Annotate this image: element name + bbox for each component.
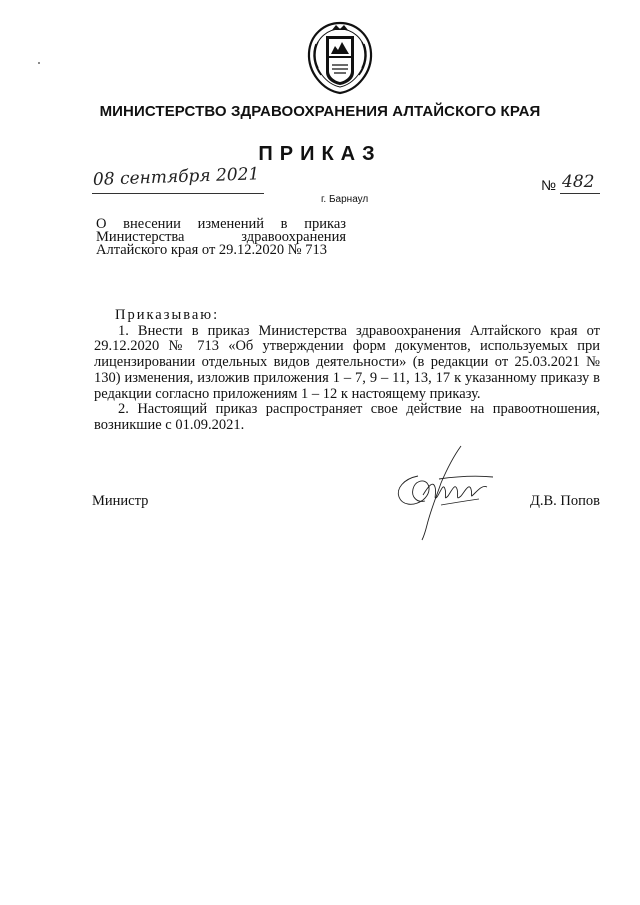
subject-line-1: О внесении изменений в приказ	[96, 216, 346, 232]
order-body	[94, 308, 600, 434]
coat-of-arms-emblem	[302, 20, 378, 96]
order-item-2: 2. Настоящий приказ распространяет свое действие на правоотношения, возникшие с 01.09.2021.	[94, 401, 600, 433]
city-label: г. Барнаул	[321, 194, 369, 205]
subject-line-2: Министерства здравоохранения	[96, 229, 346, 245]
scan-speck	[38, 62, 40, 64]
subject-block	[96, 218, 346, 257]
handwritten-number: 482	[562, 172, 595, 192]
number-underline	[560, 193, 600, 194]
subject-line-3: Алтайского края от 29.12.2020 № 713	[96, 242, 328, 258]
ministry-name: МИНИСТЕРСТВО ЗДРАВООХРАНЕНИЯ АЛТАЙСКОГО КРАЯ	[99, 103, 541, 120]
handwritten-date: 08 сентября 2021	[92, 164, 260, 190]
document-type-title: ПРИКАЗ	[258, 143, 382, 165]
orders-word: Приказываю:	[115, 307, 220, 323]
order-item-1: 1. Внести в приказ Министерства здравоохранения Алтайского края от 29.12.2020 № 713 «Об утверждении форм документов, используемых при лицензировании отдельных видов деятельности» (в редакции от 25.03.2021 № 130) изменения, изложив приложения 1 – 7, 9 – 11, 13, 17 к указанному приказу в редакции согласно приложениям 1 – 12 к настоящему приказу.	[94, 322, 600, 402]
signer-position: Министр	[92, 493, 149, 509]
signer-name: Д.В. Попов	[529, 493, 600, 509]
date-underline	[92, 193, 264, 194]
number-label: №	[541, 177, 557, 193]
handwritten-signature	[393, 443, 505, 541]
